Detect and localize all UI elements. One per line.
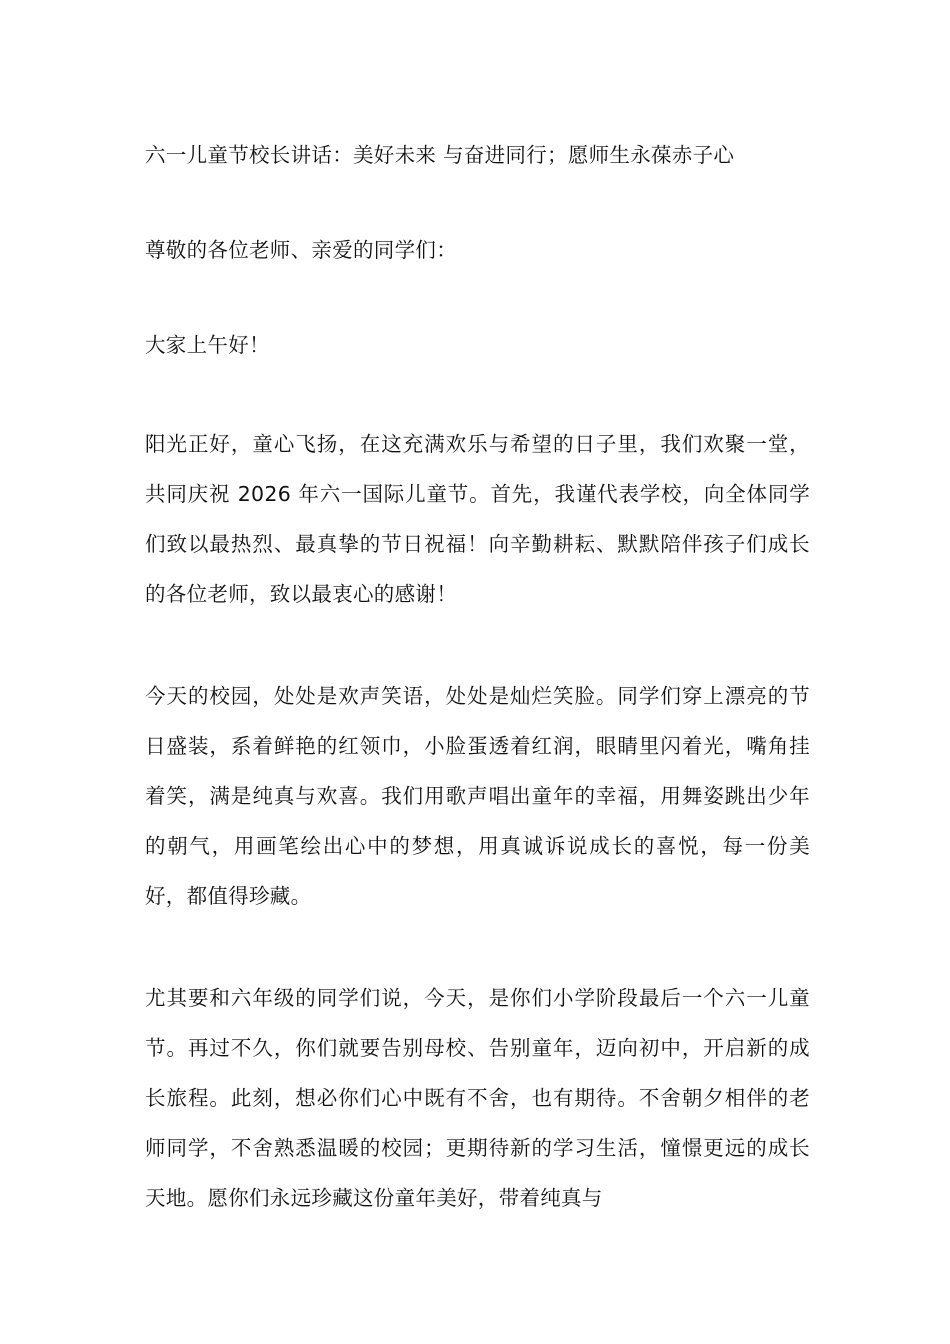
salutation: 尊敬的各位老师、亲爱的同学们： [145,238,457,262]
paragraph-2: 今天的校园，处处是欢声笑语，处处是灿烂笑脸。同学们穿上漂亮的节日盛装，系着鲜艳的红领巾，小脸蛋透着红润，眼睛里闪着光，嘴角挂着笑，满是纯真与欢喜。我们用歌声唱出童年的幸福，用舞姿跳出少年的朝气，用画笔绘出心中的梦想，用真诚诉说成长的喜悦，每一份美好，都值得珍藏。 [145,684,810,908]
greeting: 大家上午好！ [145,333,270,357]
paragraph-1: 阳光正好，童心飞扬，在这充满欢乐与希望的日子里，我们欢聚一堂，共同庆祝 2026 年六一国际儿童节。首先，我谨代表学校，向全体同学们致以最热烈、最真挚的节日祝福！向辛勤耕耘、默默陪伴孩子们成长的各位老师，致以最衷心的感谢！ [145,432,810,606]
document-body [145,130,810,1275]
document-title: 六一儿童节校长讲话：美好未来 与奋进同行；愿师生永葆赤子心 [145,143,735,167]
paragraph-3: 尤其要和六年级的同学们说，今天，是你们小学阶段最后一个六一儿童节。再过不久，你们就要告别母校、告别童年，迈向初中，开启新的成长旅程。此刻，想必你们心中既有不舍，也有期待。不舍朝夕相伴的老师同学，不舍熟悉温暖的校园；更期待新的学习生活，憧憬更远的成长天地。愿你们永远珍藏这份童年美好，带着纯真与 [145,986,810,1210]
